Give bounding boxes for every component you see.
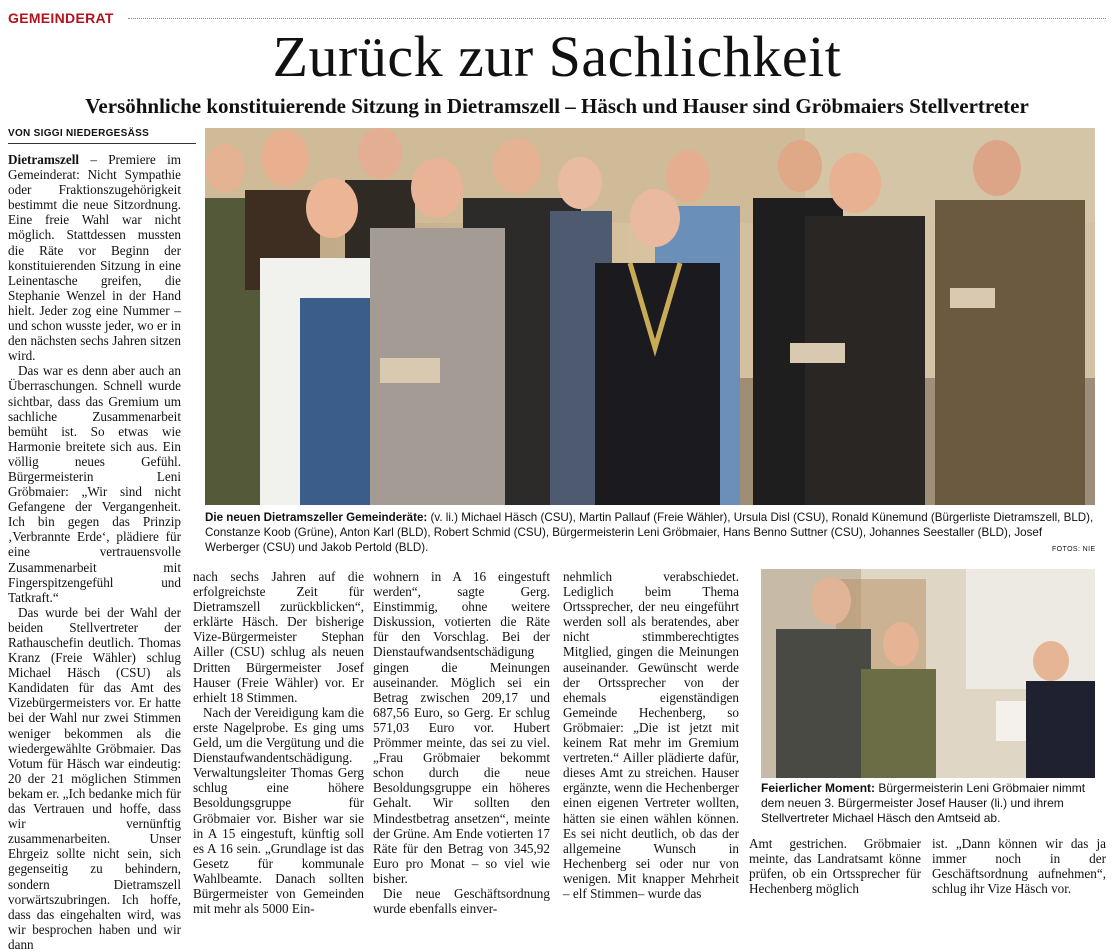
article-paragraph: Die neue Geschäftsordnung wurde ebenfalls einver- bbox=[373, 885, 550, 917]
article-paragraph: Nach der Vereidigung kam die erste Nagelprobe. Es ging ums Geld, um die Vergütung und die Dienstaufwandentschädigung. Verwaltungsleiter Thomas Gerg schlug eine höhere Besoldungsgruppe für Gröbmaier vor. Bisher war sie in A 15 eingestuft, künftig soll es A 16 sein. „Grundlage ist das Gesetz für kommunale Wahlbeamte. Danach sollten Bürgermeister von Gemeinden mit mehr als 5000 Ein- bbox=[193, 704, 364, 917]
article-column-1 bbox=[8, 152, 181, 952]
paragraph-text: – Premiere im Gemeinderat: Nicht Sympathie oder Fraktionszugehörigkeit bestimmt die neue Sitzordnung. Eine freie Wahl war nicht möglich. Stattdessen mussten die Räte vor Beginn der konstituierenden Sitzung in eine Leinentasche greifen, die Stephanie Wenzel in der Hand hielt. Jeder zog eine Nummer – und schon wusste jeder, wo er in den nächsten sechs Jahren sitzen wird. bbox=[8, 152, 181, 364]
headline: Zurück zur Sachlichkeit bbox=[272, 24, 842, 89]
caption-text: Bürgermeisterin Leni Gröbmaier nimmt dem neuen 3. Bürgermeister Josef Hauser (li.) und ihrem Stellvertreter Michael Häsch den Amtseid ab. bbox=[761, 781, 1086, 825]
article-column-4 bbox=[563, 569, 739, 901]
article-column-6 bbox=[932, 836, 1106, 897]
caption-lead: Die neuen Dietramszeller Gemeinderäte: bbox=[205, 511, 428, 524]
caption-text: (v. li.) Michael Häsch (CSU), Martin Pallauf (Freie Wähler), Ursula Disl (CSU), Ronald Künemund (Bürgerliste Dietramszell, BLD), Constanze Koob (Grüne), Anton Karl (BLD), Robert Schmid (CSU), Bürgermeisterin Leni Gröbmaier, Hans Benno Suttner (CSU), Johannes Seestaller (BLD), Josef Werberger (CSU) und Jakob Pertold (BLD). bbox=[205, 511, 1094, 554]
main-photo-caption bbox=[205, 510, 1095, 555]
second-photo bbox=[761, 569, 1095, 778]
second-photo-caption bbox=[761, 781, 1095, 826]
caption-lead: Feierlicher Moment: bbox=[761, 781, 876, 795]
article-paragraph: nach sechs Jahren auf die erfolgreichste Zeit für Dietramszell zurückblicken“, erklärte Häsch. Der bisherige Vize-Bürgermeister Stephan Ailler (CSU) schlug als neuen Dritten Bürgermeister Josef Hauser (Freie Wähler) vor. Er erhielt 18 Stimmen. bbox=[193, 569, 364, 705]
article-paragraph bbox=[8, 152, 181, 363]
article-paragraph: nehmlich verabschiedet. Lediglich beim Thema Ortssprecher, der neu eingeführt werden soll als beratendes, aber nicht stimmberechtigtes Mitglied, gingen die Meinungen auseinander. Gewünscht werde der Ortssprecher von der ehemals eigenständigen Gemeinde Hechenberg, so Gröbmaier: „Die ist jetzt mit keinem Rat mehr im Gremium vertreten.“ Ailler plädierte dafür, dieses Amt zu streichen. Hauser ergänzte, wenn die Hechenberger einen eigenen Vertreter wollten, hätten sie einen wählen können. Es sei nicht deutlich, ob das der allgemeine Wunsch in Hechenberg sei oder nur von wenigen. Mit knapper Mehrheit – elf Stimmen– wurde das bbox=[563, 569, 739, 901]
article-column-3 bbox=[373, 569, 550, 917]
byline-divider bbox=[8, 143, 196, 144]
article-column-5 bbox=[749, 836, 921, 897]
dateline: Dietramszell bbox=[8, 152, 80, 167]
byline: VON SIGGI NIEDERGESÄSS bbox=[8, 128, 150, 139]
section-label: GEMEINDERAT bbox=[8, 10, 114, 26]
article-paragraph: Amt gestrichen. Gröbmaier meinte, das Landratsamt könne prüfen, ob ein Ortssprecher für Hechenberg möglich bbox=[749, 836, 921, 897]
article-paragraph: ist. „Dann können wir das ja immer noch in der Geschäftsordnung aufnehmen“, schlug ihr Vize Häsch vor. bbox=[932, 836, 1106, 897]
photo-credit: FOTOS: NIE bbox=[1052, 546, 1096, 553]
article-paragraph: Das war es denn aber auch an Überraschungen. Schnell wurde sichtbar, dass das Gremium um sachliche Zusammenarbeit bemüht ist. So etwas wie Harmonie breitete sich aus. Ein völlig neues Gefühl. Bürgermeisterin Leni Gröbmaier: „Wir sind nicht Gefangene der Vergangenheit. Ich bin gegen das Prinzip ‚Verbrannte Erde‘, plädiere für eine vertrauensvolle Zusammenarbeit mit Fingerspitzengefühl und Tatkraft.“ bbox=[8, 363, 181, 605]
group-photo-image bbox=[205, 128, 1095, 505]
article-column-2 bbox=[193, 569, 364, 917]
article-paragraph: Das wurde bei der Wahl der beiden Stellvertreter der Rathauschefin deutlich. Thomas Kranz (Freie Wähler) schlug Michael Häsch (CSU) als Kandidaten für das Amt des Vizebürgermeisters vor. Er hatte bei der Wahl nur zwei Stimmen weniger bekommen als die wiedergewählte Gröbmaier. Das Votum für Häsch war eindeutig: 20 der 21 möglichen Stimmen bekam er. „Ich bedanke mich für das Vertrauen und hoffe, dass wir vernünftig zusammenarbeiten. Unser Ehrgeiz sollte nicht sein, sich gegenseitig zu behindern, sondern Dietramszell vorwärtszubringen. Ich hoffe, dass das eingehalten wird, was wir besprochen haben und wir dann bbox=[8, 604, 181, 952]
main-photo bbox=[205, 128, 1095, 505]
article-paragraph: wohnern in A 16 eingestuft werden“, sagte Gerg. Einstimmig, ohne weitere Diskussion, votierten die Räte für den Vorschlag. Bei der Dienstaufwandsentschädigung gingen die Meinungen auseinander. Möglich sei ein Betrag zwischen 209,17 und 687,56 Euro, so Gerg. Er schlug 571,03 Euro vor. Hubert Prömmer meinte, das sei zu viel. „Frau Gröbmaier bekommt schon durch die neue Besoldungsgruppe ein höheres Gehalt. Wir sollten den Mindestbetrag ansetzen“, meinte der Grüne. Am Ende votierten 17 Räte für den Betrag von 345,92 Euro pro Monat – so viel wie bisher. bbox=[373, 569, 550, 886]
subheadline: Versöhnliche konstituierende Sitzung in Dietramszell – Häsch und Hauser sind Gröbmaiers Stellvertreter bbox=[85, 94, 1029, 118]
oath-photo-image bbox=[761, 569, 1095, 778]
section-divider bbox=[128, 18, 1106, 19]
